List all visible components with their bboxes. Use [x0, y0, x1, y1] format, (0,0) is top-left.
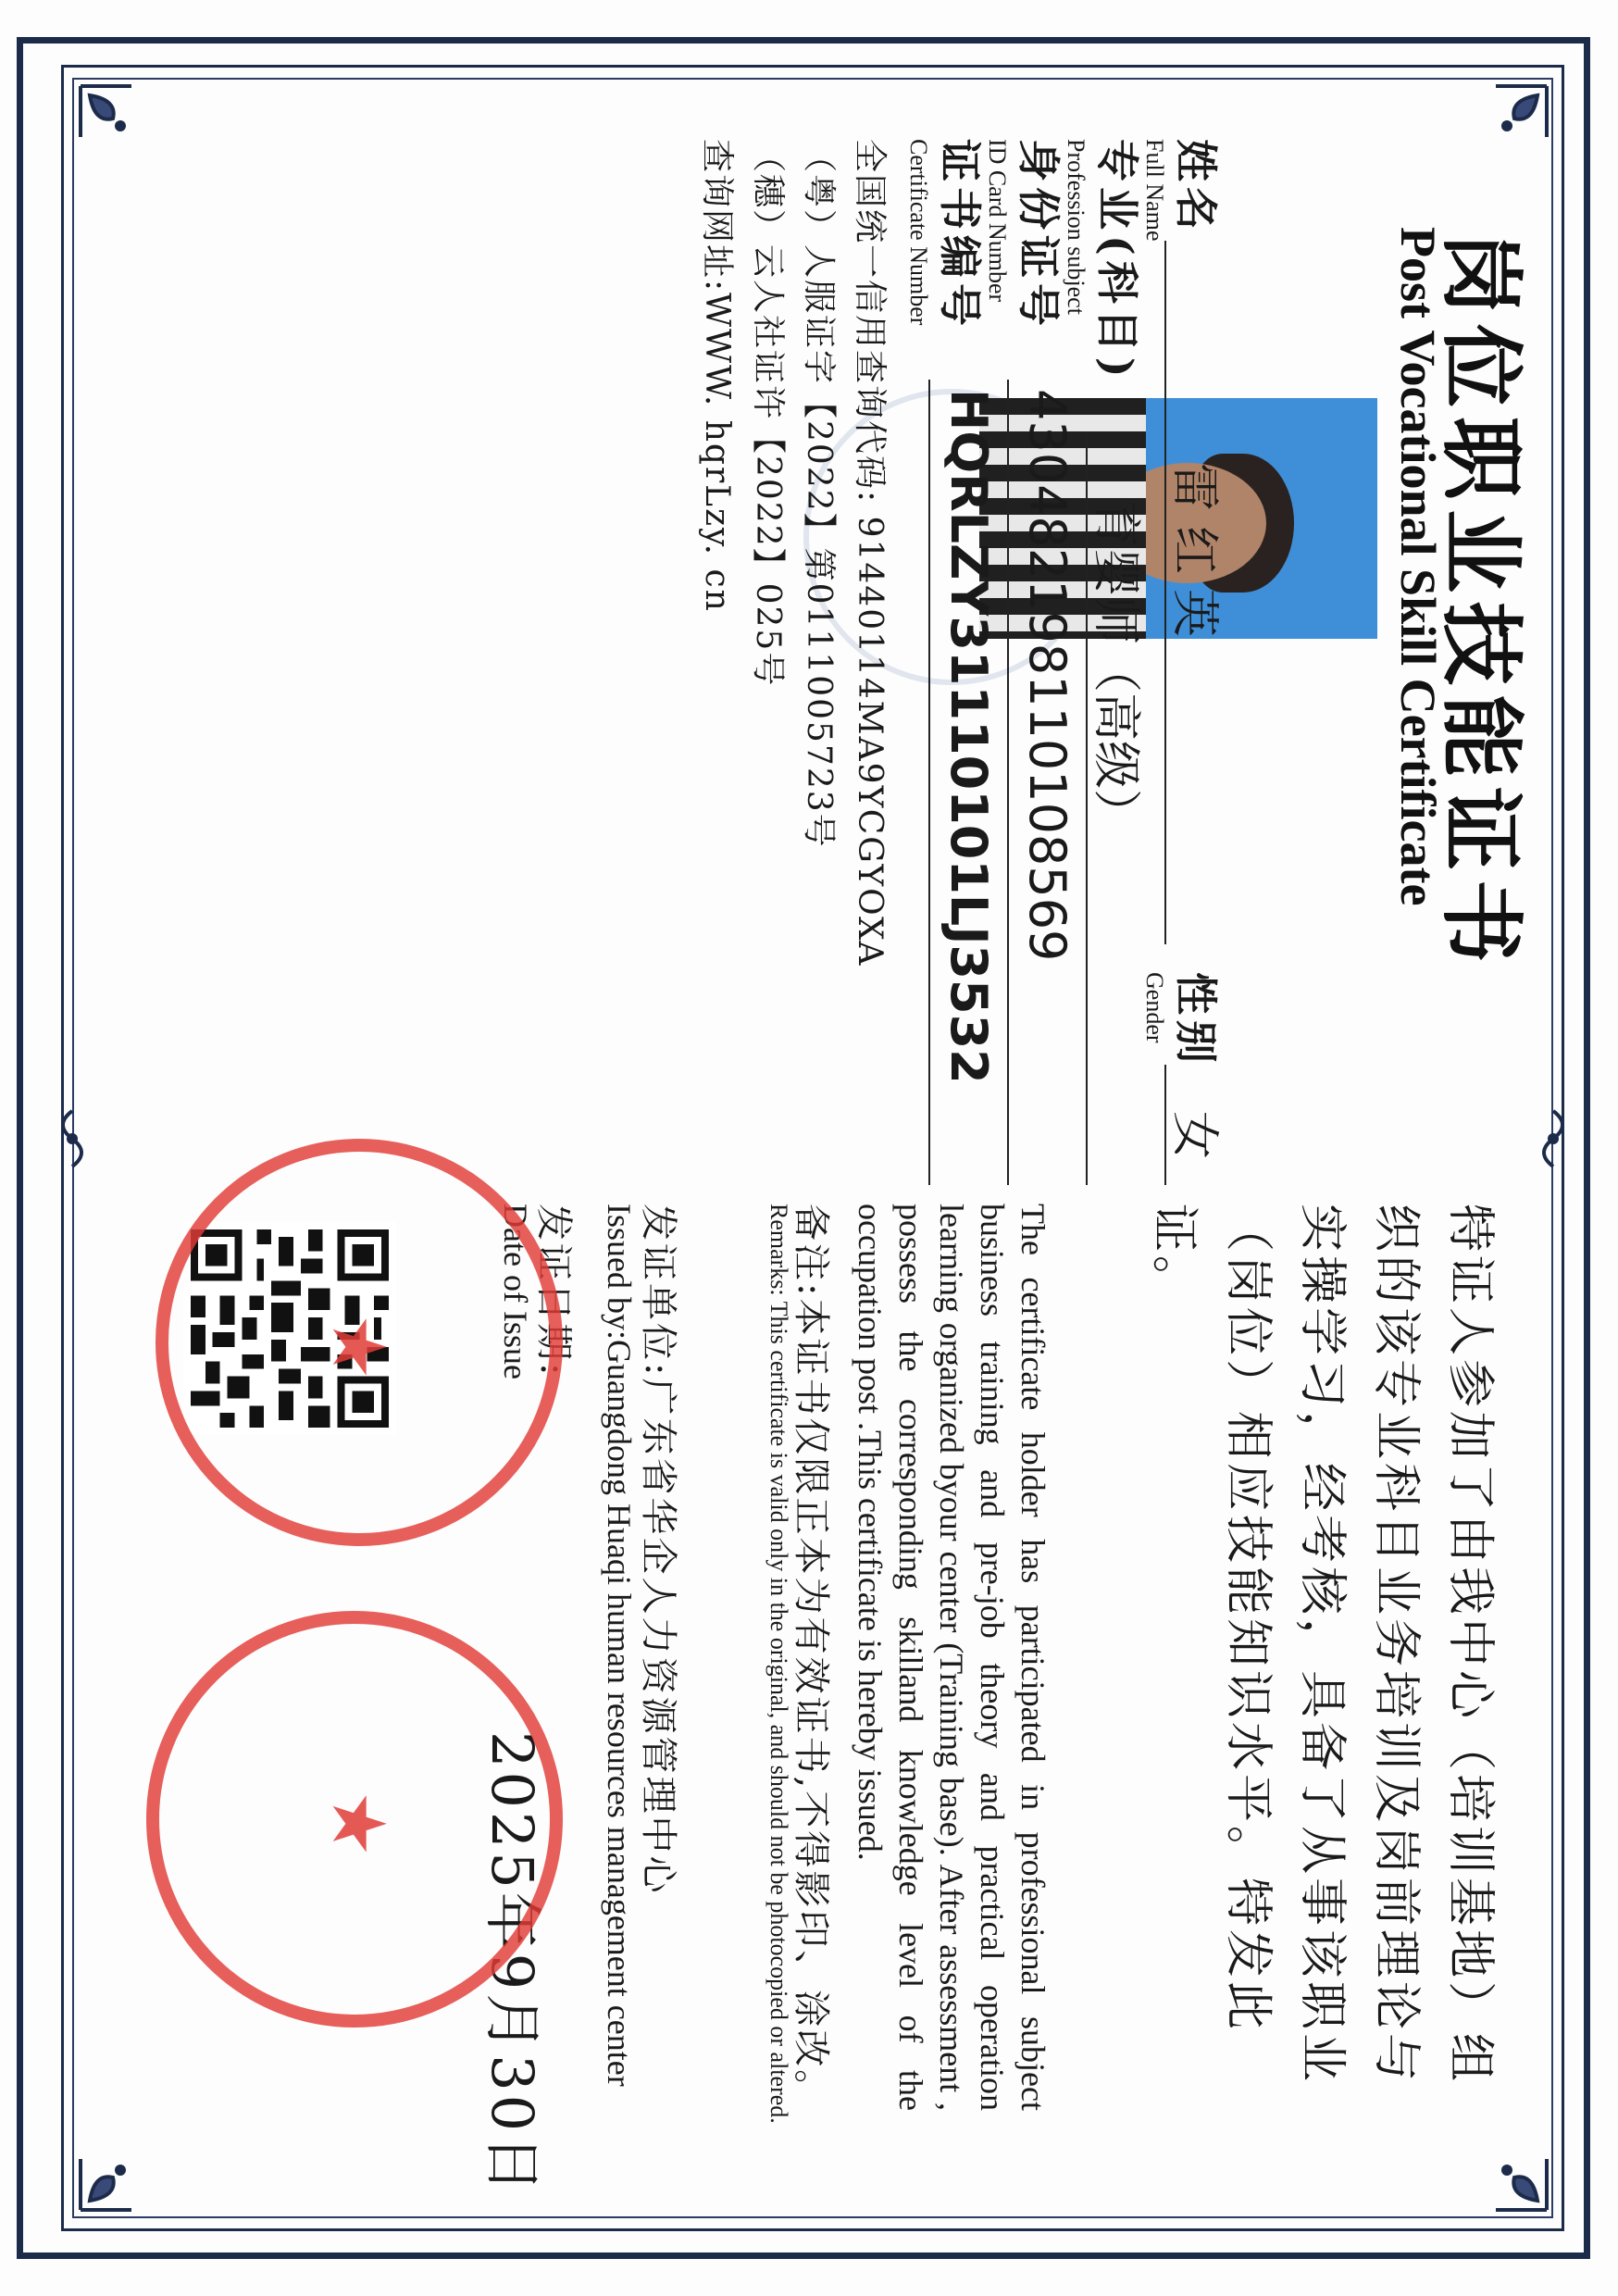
license-line-2: （穗）云人社证许【2022】025号 [749, 139, 787, 688]
name-value: 雷红英 [1166, 463, 1222, 653]
star-icon: ★ [316, 1314, 402, 1380]
profession-value: 育婴师（高级） [1088, 500, 1143, 838]
id-value: 430482198110108569 [1018, 389, 1077, 962]
website-line[interactable]: 查询网址:WWW. hqrLzy. cn [698, 139, 736, 613]
profession-label: 专业(科目) [1092, 139, 1142, 383]
statement-en: The certificate holder has participated in professional subject business training and pre-job theory and practical operation learning organized byour center (Training base). After assessment , possess the corresponding skilland knowledge level of the occupation post .This certificate is hereby issued. [852, 1204, 1052, 2111]
corner-ornament-icon [1468, 81, 1551, 165]
issuer-label-en: Issued by:Guangdong Huaqi human resources management center [601, 1204, 638, 2087]
credit-code-line: 全国统一信用查询代码: 91440114MA9YCGYOXA [851, 139, 889, 967]
name-field [1140, 139, 1229, 242]
gender-field [1140, 972, 1229, 1068]
official-stamp-center [156, 1139, 563, 1546]
gender-underline [1164, 1065, 1166, 1185]
gender-label-en: Gender [1141, 972, 1168, 1043]
cert-no-value: HQRLZY31110101LJ3532 [940, 389, 998, 1084]
id-label: 身份证号 [1014, 139, 1064, 331]
id-label-en: ID Card Number [984, 139, 1011, 303]
issue-date-label-en: Date of Issue [497, 1204, 534, 1379]
profession-underline [1086, 435, 1088, 1185]
id-field [983, 139, 1072, 331]
star-icon: ★ [316, 1791, 402, 1857]
gender-label: 性别 [1171, 972, 1221, 1068]
center-ornament-icon [54, 1106, 91, 1171]
id-underline [1007, 380, 1009, 1185]
issue-date-label: 发证日期: [532, 1204, 575, 1379]
cert-no-label: 证书编号 [935, 139, 985, 331]
gender-value: 女 [1166, 1111, 1222, 1160]
official-stamp-cert [146, 1611, 563, 2028]
remarks-en: Remarks: This certificate is valid only in the original, and should not be photocopied or altered. [765, 1204, 792, 2124]
cert-no-field [904, 139, 993, 331]
issue-date-value: 2025年9月30日 [479, 1731, 546, 2197]
certificate-title: 岗位职业技能证书 [1432, 231, 1530, 972]
name-label: 姓名 [1171, 139, 1221, 235]
profession-label-en: Profession subject [1063, 139, 1089, 315]
profession-field [1062, 139, 1151, 383]
name-label-en: Full Name [1141, 139, 1168, 242]
name-underline [1164, 241, 1166, 944]
statement-cn: 特证人参加了由我中心（培训基地）组织的该专业科目业务培训及岗前理论与实操学习，经考核，具备了从事该职业（岗位）相应技能知识水平。特发此证。 [1146, 1204, 1498, 2086]
issuer-label: 发证单位:广东省华企人力资源管理中心 [637, 1204, 679, 1896]
corner-ornament-icon [76, 81, 159, 165]
license-line-1: （粤）人服证字【2022】第0111005723号 [800, 139, 838, 849]
remarks-cn: 备注:本证书仅限正本为有效证书,不得影印、涂改。 [790, 1204, 832, 2110]
center-ornament-icon [1535, 1106, 1572, 1171]
cert-no-label-en: Certificate Number [905, 139, 932, 326]
corner-ornament-icon [1468, 2131, 1551, 2215]
certificate-title-en: Post Vocational Skill Certificate [1390, 227, 1446, 906]
cert-no-underline [928, 380, 930, 1185]
corner-ornament-icon [76, 2131, 159, 2215]
